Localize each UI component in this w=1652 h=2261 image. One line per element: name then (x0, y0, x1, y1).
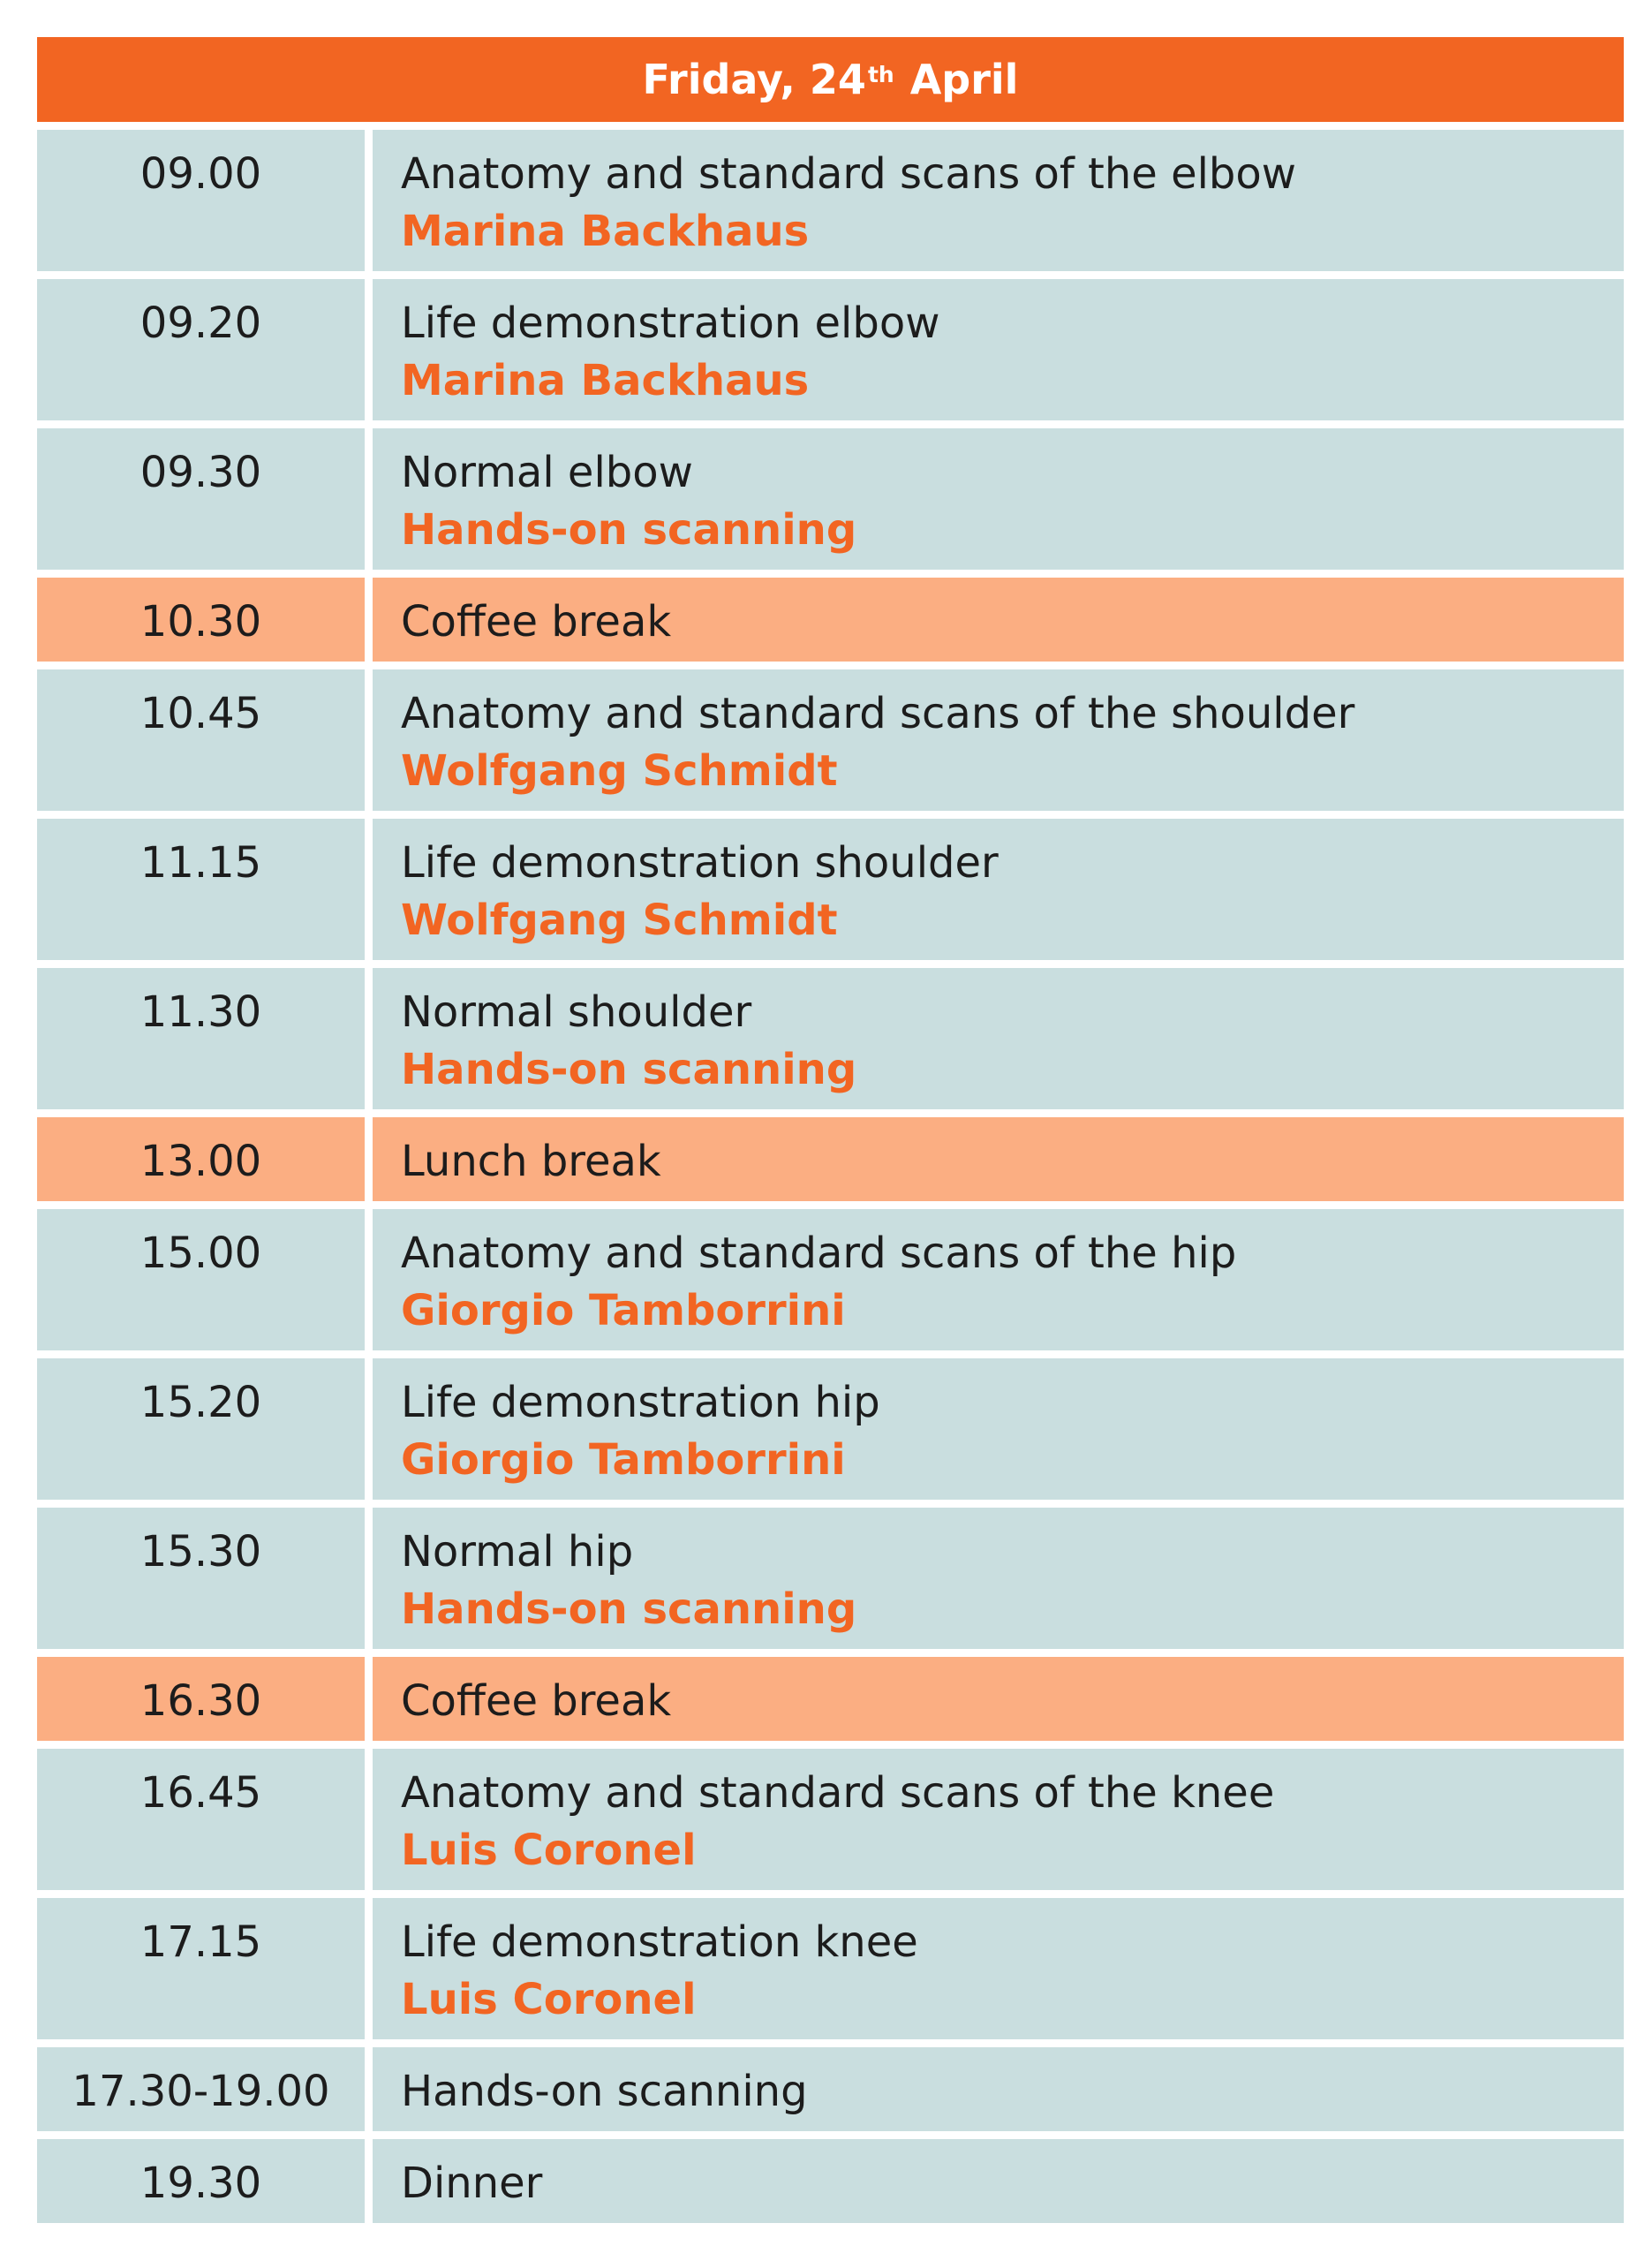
row-speaker: Marina Backhaus (401, 207, 810, 256)
row-title: Life demonstration shoulder (401, 838, 999, 888)
break-row (37, 578, 1624, 662)
row-content (373, 1358, 1624, 1500)
row-speaker: Luis Coronel (401, 1826, 697, 1875)
row-title: Anatomy and standard scans of the knee (401, 1768, 1275, 1818)
schedule-row (37, 2047, 1624, 2131)
schedule-row (37, 1749, 1624, 1890)
row-title: Lunch break (401, 1137, 661, 1186)
row-speaker: Marina Backhaus (401, 356, 810, 405)
row-speaker: Giorgio Tamborrini (401, 1286, 846, 1335)
row-content (373, 1749, 1624, 1890)
row-time: 17.15 (37, 1898, 365, 2039)
row-speaker: Hands-on scanning (401, 505, 857, 555)
header-day-suffix: th (867, 61, 894, 87)
header-day: Friday, 24 (642, 56, 866, 103)
row-content (373, 1657, 1624, 1741)
row-content (373, 130, 1624, 271)
row-time: 10.30 (37, 578, 365, 662)
row-content (373, 1117, 1624, 1201)
schedule-row (37, 819, 1624, 960)
row-time: 13.00 (37, 1117, 365, 1201)
row-content (373, 819, 1624, 960)
row-time: 09.00 (37, 130, 365, 271)
row-time: 11.30 (37, 968, 365, 1109)
row-time: 16.45 (37, 1749, 365, 1890)
row-content (373, 428, 1624, 570)
row-content (373, 1209, 1624, 1350)
break-row (37, 1117, 1624, 1201)
row-content (373, 669, 1624, 811)
row-time: 09.30 (37, 428, 365, 570)
schedule-row (37, 1508, 1624, 1649)
row-title: Anatomy and standard scans of the elbow (401, 149, 1297, 199)
row-content (373, 1508, 1624, 1649)
row-time: 09.20 (37, 279, 365, 420)
row-content (373, 2047, 1624, 2131)
break-row (37, 1657, 1624, 1741)
row-time: 16.30 (37, 1657, 365, 1741)
row-time: 17.30-19.00 (37, 2047, 365, 2131)
schedule-row (37, 968, 1624, 1109)
row-content (373, 1898, 1624, 2039)
row-time: 11.15 (37, 819, 365, 960)
row-time: 15.20 (37, 1358, 365, 1500)
row-content (373, 968, 1624, 1109)
row-content (373, 2139, 1624, 2223)
row-speaker: Hands-on scanning (401, 1045, 857, 1094)
schedule-table (37, 37, 1624, 2231)
row-content (373, 578, 1624, 662)
row-title: Anatomy and standard scans of the hip (401, 1229, 1237, 1278)
row-time: 10.45 (37, 669, 365, 811)
row-speaker: Giorgio Tamborrini (401, 1435, 846, 1485)
schedule-row (37, 279, 1624, 420)
row-speaker: Hands-on scanning (401, 1584, 857, 1634)
schedule-row (37, 1898, 1624, 2039)
row-title: Coffee break (401, 597, 672, 647)
schedule-row (37, 669, 1624, 811)
row-time: 15.00 (37, 1209, 365, 1350)
row-speaker: Luis Coronel (401, 1975, 697, 2024)
header-month: April (909, 56, 1019, 103)
schedule-header (37, 37, 1624, 122)
row-speaker: Wolfgang Schmidt (401, 746, 838, 796)
schedule-row (37, 2139, 1624, 2223)
row-title: Hands-on scanning (401, 2067, 808, 2116)
row-title: Life demonstration hip (401, 1378, 880, 1427)
row-title: Life demonstration knee (401, 1917, 918, 1967)
schedule-row (37, 428, 1624, 570)
row-content (373, 279, 1624, 420)
schedule-row (37, 1358, 1624, 1500)
row-time: 15.30 (37, 1508, 365, 1649)
row-title: Coffee break (401, 1676, 672, 1726)
schedule-row (37, 130, 1624, 271)
row-title: Anatomy and standard scans of the shoulder (401, 689, 1355, 738)
schedule-row (37, 1209, 1624, 1350)
row-title: Dinner (401, 2159, 543, 2208)
row-time: 19.30 (37, 2139, 365, 2223)
row-title: Normal elbow (401, 448, 693, 497)
row-speaker: Wolfgang Schmidt (401, 896, 838, 945)
row-title: Life demonstration elbow (401, 299, 940, 348)
row-title: Normal shoulder (401, 987, 752, 1037)
row-title: Normal hip (401, 1527, 634, 1577)
